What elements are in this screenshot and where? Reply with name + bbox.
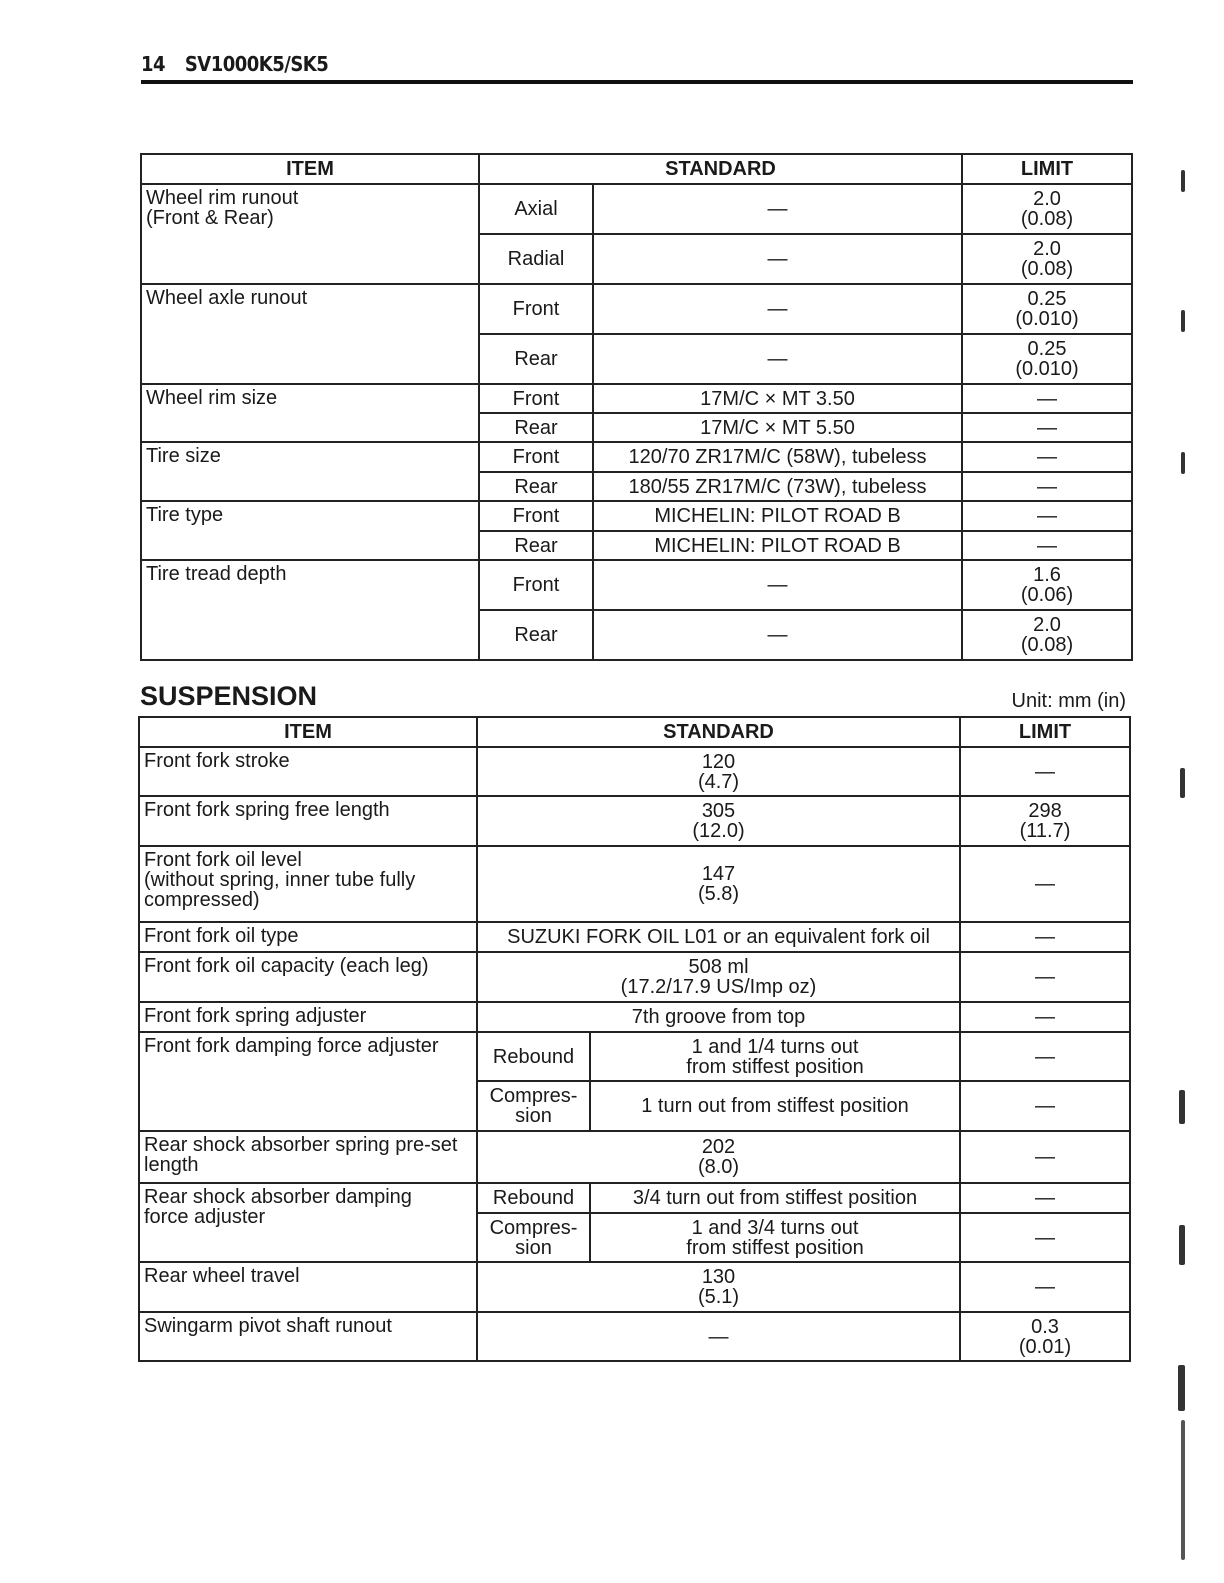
binding-mark (1178, 1365, 1185, 1411)
wheel-spec-table (140, 153, 1133, 661)
limit-value: 0.3 (0.01) (960, 1312, 1130, 1361)
standard-value: — (593, 234, 962, 284)
section-title: SUSPENSION (140, 681, 318, 711)
limit-value: 2.0 (0.08) (962, 184, 1132, 234)
sub-label: Front (479, 501, 593, 531)
table-header-row (141, 154, 1132, 184)
table-row (139, 846, 1130, 922)
sub-label: Rear (479, 610, 593, 660)
standard-value: 202 (8.0) (477, 1131, 960, 1183)
standard-value: — (477, 1312, 960, 1361)
sub-label: Radial (479, 234, 593, 284)
page-header (141, 50, 1133, 84)
item-cell: Rear shock absorber damping force adjuster (139, 1183, 477, 1262)
binding-mark (1179, 1090, 1185, 1124)
sub-label: Axial (479, 184, 593, 234)
limit-value: — (960, 1213, 1130, 1262)
limit-value: — (962, 531, 1132, 560)
limit-value: — (962, 442, 1132, 472)
table-row (141, 284, 1132, 334)
item-cell: Front fork damping force adjuster (139, 1032, 477, 1131)
item-cell: Tire type (141, 501, 479, 560)
standard-value: 305 (12.0) (477, 796, 960, 846)
limit-value: — (960, 1131, 1130, 1183)
sub-label: Rear (479, 413, 593, 442)
item-cell: Front fork oil type (139, 922, 477, 952)
table-row (139, 796, 1130, 846)
unit-label: Unit: mm (in) (1011, 690, 1126, 712)
table-row (139, 1032, 1130, 1081)
binding-mark (1181, 310, 1185, 332)
model-code: SV1000K5/SK5 (184, 52, 329, 76)
item-cell: Wheel rim size (141, 384, 479, 442)
binding-mark (1181, 1420, 1185, 1560)
standard-value: — (593, 284, 962, 334)
item-cell: Front fork spring adjuster (139, 1002, 477, 1032)
limit-value: 0.25 (0.010) (962, 334, 1132, 384)
limit-value: — (960, 1262, 1130, 1312)
table-row (141, 560, 1132, 610)
standard-value: SUZUKI FORK OIL L01 or an equivalent fork oil (477, 922, 960, 952)
standard-value: 508 ml (17.2/17.9 US/Imp oz) (477, 952, 960, 1002)
standard-value: 3/4 turn out from stiffest position (590, 1183, 960, 1213)
item-cell: Tire size (141, 442, 479, 501)
col-limit-header: LIMIT (960, 717, 1130, 747)
standard-value: 180/55 ZR17M/C (73W), tubeless (593, 472, 962, 501)
limit-value: — (962, 472, 1132, 501)
limit-value: — (960, 747, 1130, 796)
sub-label: Rebound (477, 1032, 590, 1081)
table-row (139, 922, 1130, 952)
item-cell: Front fork spring free length (139, 796, 477, 846)
limit-value: — (960, 952, 1130, 1002)
limit-value: 298 (11.7) (960, 796, 1130, 846)
sub-label: Front (479, 442, 593, 472)
binding-mark (1181, 452, 1185, 474)
item-cell: Wheel axle runout (141, 284, 479, 384)
col-standard-header: STANDARD (477, 717, 960, 747)
sub-label: Front (479, 560, 593, 610)
standard-value: — (593, 184, 962, 234)
standard-value: 120/70 ZR17M/C (58W), tubeless (593, 442, 962, 472)
standard-value: 1 and 3/4 turns out from stiffest position (590, 1213, 960, 1262)
sub-label: Compres- sion (477, 1213, 590, 1262)
sub-label: Front (479, 384, 593, 413)
limit-value: — (960, 1032, 1130, 1081)
standard-value: MICHELIN: PILOT ROAD B (593, 501, 962, 531)
item-cell: Tire tread depth (141, 560, 479, 660)
limit-value: — (960, 1002, 1130, 1032)
limit-value: — (962, 413, 1132, 442)
standard-value: MICHELIN: PILOT ROAD B (593, 531, 962, 560)
item-cell: Front fork stroke (139, 747, 477, 796)
table-row (139, 747, 1130, 796)
table-row (139, 1002, 1130, 1032)
limit-value: — (960, 846, 1130, 922)
limit-value: 2.0 (0.08) (962, 610, 1132, 660)
limit-value: 1.6 (0.06) (962, 560, 1132, 610)
table-row (139, 1262, 1130, 1312)
standard-value: 17M/C × MT 5.50 (593, 413, 962, 442)
standard-value: — (593, 560, 962, 610)
standard-value: 120 (4.7) (477, 747, 960, 796)
item-cell: Front fork oil capacity (each leg) (139, 952, 477, 1002)
item-cell: Rear shock absorber spring pre-set length (139, 1131, 477, 1183)
col-standard-header: STANDARD (479, 154, 962, 184)
binding-mark (1181, 170, 1185, 192)
limit-value: — (962, 501, 1132, 531)
standard-value: — (593, 334, 962, 384)
standard-value: 1 turn out from stiffest position (590, 1081, 960, 1131)
item-cell: Rear wheel travel (139, 1262, 477, 1312)
standard-value: 130 (5.1) (477, 1262, 960, 1312)
table-header-row (139, 717, 1130, 747)
table-row (141, 501, 1132, 531)
table-row (141, 384, 1132, 413)
sub-label: Rear (479, 472, 593, 501)
item-cell: Front fork oil level (without spring, inner tube fully compressed) (139, 846, 477, 922)
table-row (139, 1131, 1130, 1183)
item-cell: Wheel rim runout (Front & Rear) (141, 184, 479, 284)
table-row (139, 1312, 1130, 1361)
sub-label: Compres- sion (477, 1081, 590, 1131)
limit-value: — (960, 1183, 1130, 1213)
limit-value: 2.0 (0.08) (962, 234, 1132, 284)
page-number: 14 (141, 52, 166, 76)
binding-mark (1179, 1225, 1185, 1265)
table-row (141, 442, 1132, 472)
sub-label: Front (479, 284, 593, 334)
col-item-header: ITEM (141, 154, 479, 184)
col-item-header: ITEM (139, 717, 477, 747)
limit-value: 0.25 (0.010) (962, 284, 1132, 334)
standard-value: — (593, 610, 962, 660)
limit-value: — (962, 384, 1132, 413)
sub-label: Rear (479, 531, 593, 560)
sub-label: Rebound (477, 1183, 590, 1213)
table-row (141, 184, 1132, 234)
limit-value: — (960, 922, 1130, 952)
standard-value: 17M/C × MT 3.50 (593, 384, 962, 413)
binding-mark (1180, 768, 1185, 798)
standard-value: 7th groove from top (477, 1002, 960, 1032)
limit-value: — (960, 1081, 1130, 1131)
standard-value: 147 (5.8) (477, 846, 960, 922)
suspension-spec-table (138, 716, 1131, 1362)
table-row (139, 1183, 1130, 1213)
table-row (139, 952, 1130, 1002)
col-limit-header: LIMIT (962, 154, 1132, 184)
sub-label: Rear (479, 334, 593, 384)
standard-value: 1 and 1/4 turns out from stiffest position (590, 1032, 960, 1081)
item-cell: Swingarm pivot shaft runout (139, 1312, 477, 1361)
